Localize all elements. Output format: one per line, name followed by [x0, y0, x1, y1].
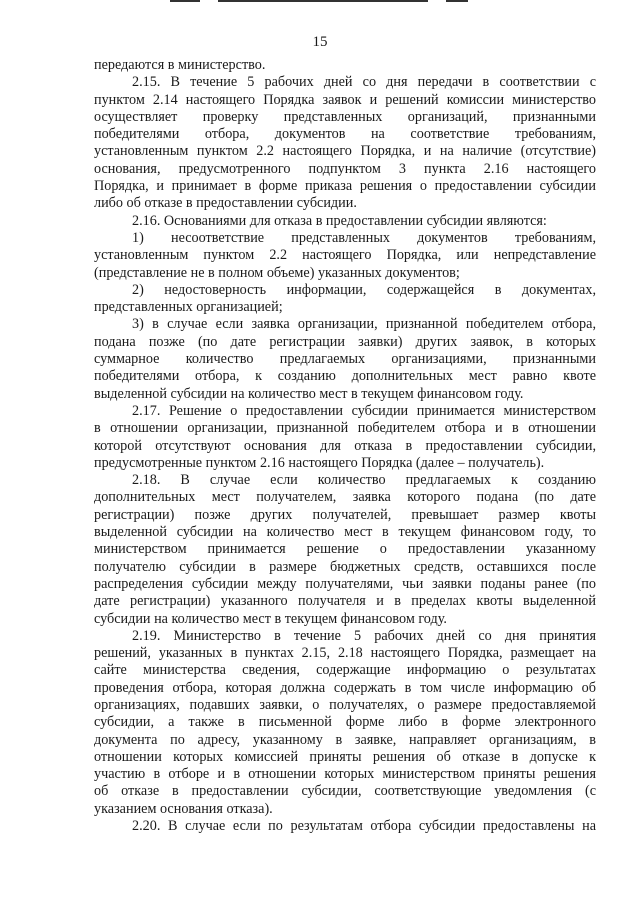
- text-line: министерством принимается решение о предоставлении указанному: [94, 541, 596, 558]
- text-line: субсидии на количество мест в текущем финансовом году.: [94, 610, 447, 627]
- text-line: подана позже (по дате регистрации заявки) других заявок, в которых: [94, 333, 596, 350]
- text-line: передаются в министерство.: [94, 57, 266, 73]
- page-number: 15: [312, 34, 328, 50]
- text-line: распределения субсидии между получателями, чьи заявки поданы ранее (по: [94, 575, 596, 592]
- text-line: представленных организацией;: [94, 299, 283, 316]
- text-line: 2.17. Решение о предоставлении субсидии принимается министерством: [132, 402, 596, 419]
- text-line: в отношении организации, признанной победителем отбора и в отношении: [94, 420, 596, 437]
- text-line: которой отсутствуют основания для отказа в предоставлении субсидии,: [94, 437, 596, 454]
- text-line: организациях, подавших заявки, о получателях, о размере предоставляемой: [94, 696, 596, 713]
- text-line: отношении которых комиссией приняты решения об отказе в допуске к: [94, 748, 596, 765]
- text-line: 2.18. В случае если количество предлагаемых к созданию: [132, 472, 596, 489]
- text-line: 3) в случае если заявка организации, признанной победителем отбора,: [132, 316, 596, 333]
- text-line: регистрации) позже других получателей, превышает размер квоты: [94, 506, 596, 523]
- text-line: предусмотренные пунктом 2.16 настоящего Порядка (далее – получатель).: [94, 454, 545, 471]
- text-line: 1) несоответствие представленных документов требованиям,: [132, 229, 596, 246]
- text-line: субсидии, а также в письменной форме либо в форме электронного: [94, 714, 596, 731]
- text-line: победителями отбора, к созданию дополнительных мест равно квоте: [94, 368, 596, 385]
- text-line: 2.16. Основаниями для отказа в предоставлении субсидии являются:: [132, 212, 547, 229]
- text-line: 2.19. Министерство в течение 5 рабочих дней со дня принятия: [132, 627, 596, 644]
- text-line: установленным пунктом 2.2 настоящего Порядка, и на наличие (отсутствие): [94, 143, 596, 160]
- text-line: участию в отборе и в отношении которых министерством приняты решения: [94, 766, 596, 783]
- text-line: Порядка, и принимает в форме приказа решения о предоставлении субсидии: [94, 178, 596, 195]
- text-line: проведения отбора, которая должна содержать в том числе информацию об: [94, 679, 596, 696]
- text-line: дополнительных мест получателем, заявка которого подана (по дате: [94, 489, 596, 506]
- text-line: установленным пунктом 2.2 настоящего Порядка, или непредставление: [94, 247, 596, 264]
- text-line: 2) недостоверность информации, содержащейся в документах,: [132, 281, 596, 298]
- text-line: решений, указанных в пунктах 2.15, 2.18 настоящего Порядка, размещает на: [94, 645, 596, 662]
- text-line: основания, предусмотренного подпунктом 3 пункта 2.16 настоящего: [94, 160, 596, 177]
- scan-edge-artifact: [0, 0, 640, 4]
- text-line: 2.20. В случае если по результатам отбора субсидии предоставлены на: [132, 818, 596, 835]
- text-line: выделенной субсидии на количество мест в текущем финансовом году, то: [94, 524, 596, 541]
- text-line: сайте министерства сведения, содержащие информацию о результатах: [94, 662, 596, 679]
- text-line: либо об отказе в предоставлении субсидии.: [94, 195, 357, 212]
- text-line: (представление не в полном объеме) указанных документов;: [94, 264, 460, 281]
- text-line: победителями отбора, документов на соответствие требованиям,: [94, 126, 596, 143]
- document-body: [94, 57, 596, 835]
- text-line: суммарное количество предлагаемых организациями, признанными: [94, 351, 596, 368]
- text-line: получателю субсидии в размере бюджетных средств, оставшихся после: [94, 558, 596, 575]
- text-line: об отказе в предоставлении субсидии, соответствующие уведомления (с: [94, 783, 596, 800]
- text-line: пунктом 2.14 настоящего Порядка заявок и решений комиссии министерство: [94, 91, 596, 108]
- text-line: 2.15. В течение 5 рабочих дней со дня передачи в соответствии с: [132, 74, 596, 91]
- text-line: осуществляет проверку представленных организаций, признанными: [94, 108, 596, 125]
- text-line: выделенной субсидии на количество мест в текущем финансовом году.: [94, 385, 524, 402]
- text-line: указанием основания отказа).: [94, 800, 273, 817]
- text-line: документа по адресу, указанному в заявке, направляет организациям, в: [94, 731, 596, 748]
- text-line: дате регистрации) указанного получателя и в пределах квоты выделенной: [94, 593, 596, 610]
